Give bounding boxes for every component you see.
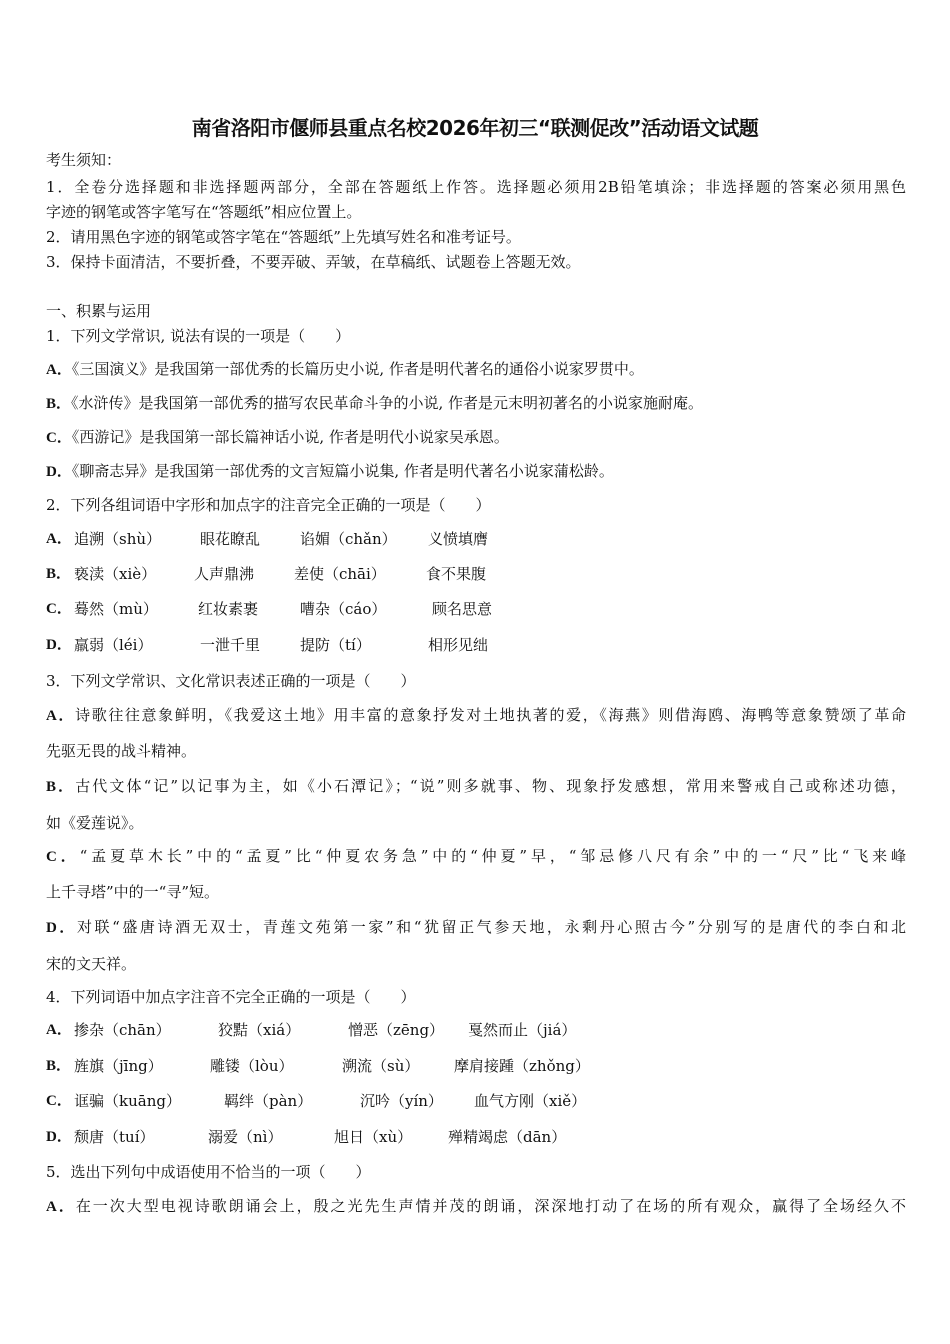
option-text: 《西游记》是我国第一部长篇神话小说, 作者是明代小说家吴承恩。	[71, 428, 509, 446]
word-item: 人声鼎沸	[194, 565, 255, 583]
word-item: 溯流（sù）	[342, 1057, 420, 1075]
word-item: 亵渎（xiè）	[74, 565, 157, 583]
option-continuation: 上千寻塔”中的一“寻”短。	[46, 883, 220, 901]
option-label: A．	[46, 531, 72, 547]
word-item: 羁绊（pàn）	[224, 1092, 313, 1110]
page-title: 南省洛阳市偃师县重点名校2026年初三“联测促改”活动语文试题	[191, 116, 759, 140]
option	[46, 1196, 906, 1217]
option-label: D．	[46, 1129, 72, 1145]
question-stem: 1．下列文学常识, 说法有误的一项是（ ）	[46, 327, 351, 345]
word-item: 义愤填膺	[428, 530, 489, 548]
option	[46, 427, 509, 448]
option-text: 诗歌往往意象鲜明，《我爱这土地》用丰富的意象抒发对土地执著的爱，《海燕》则借海鸥、海鸭等意象赞颂了革命	[75, 706, 906, 724]
word-item: 顾名思意	[432, 600, 493, 618]
word-item: 差使（chāi）	[294, 565, 386, 583]
word-item: 食不果腹	[426, 565, 487, 583]
option-label: D．	[46, 464, 72, 480]
option-text: 对联“盛唐诗酒无双士，青莲文苑第一家”和“犹留正气参天地，永剩丹心照古今”分别写的是唐代的李白和北	[76, 918, 906, 936]
word-item: 羸弱（léi）	[74, 636, 153, 654]
word-item: 雕镂（lòu）	[210, 1057, 294, 1075]
option	[46, 705, 906, 726]
word-item: 旌旗（jīng）	[74, 1057, 163, 1075]
word-item: 血气方刚（xiě）	[474, 1092, 587, 1110]
option-label: C．	[46, 849, 80, 865]
notice-item: 3．保持卡面清洁，不要折叠，不要弄破、弄皱，在草稿纸、试题卷上答题无效。	[46, 253, 581, 271]
question-stem: 4．下列词语中加点字注音不完全正确的一项是（ ）	[46, 988, 416, 1006]
option-text: 《三国演义》是我国第一部优秀的长篇历史小说, 作者是明代著名的通俗小说家罗贯中。	[71, 360, 644, 378]
word-item: 憎恶（zēng）	[348, 1021, 445, 1039]
option-label: B．	[46, 566, 72, 582]
option-text: 《水浒传》是我国第一部优秀的描写农民革命斗争的小说, 作者是元末明初著名的小说家施耐庵。	[71, 394, 704, 412]
option-label: B．	[46, 1058, 72, 1074]
option-label: B．	[46, 779, 76, 795]
word-item: 诓骗（kuāng）	[74, 1092, 181, 1110]
word-item: 追溯（shù）	[74, 530, 162, 548]
option-text: 在一次大型电视诗歌朗诵会上，殷之光先生声情并茂的朗诵，深深地打动了在场的所有观众，赢得了全场经久不	[75, 1197, 906, 1215]
option	[46, 461, 614, 482]
option-label: B．	[46, 396, 72, 412]
word-item: 殚精竭虑（dān）	[448, 1128, 567, 1146]
word-item: 旭日（xù）	[334, 1128, 413, 1146]
option-label: D．	[46, 637, 72, 653]
option-continuation: 如《爱莲说》。	[46, 814, 144, 832]
word-item: 眼花瞭乱	[200, 530, 261, 548]
notice-item: 字迹的钢笔或答字笔写在“答题纸”相应位置上。	[46, 203, 362, 221]
option-label: C．	[46, 1093, 72, 1109]
word-item: 沉吟（yín）	[360, 1092, 443, 1110]
word-item: 一泄千里	[200, 636, 261, 654]
option-continuation: 先驱无畏的战斗精神。	[46, 742, 197, 760]
word-item: 颓唐（tuí）	[74, 1128, 155, 1146]
question-stem: 5．选出下列句中成语使用不恰当的一项（ ）	[46, 1163, 371, 1181]
option-text: 古代文体“记”以记事为主，如《小石潭记》；“说”则多就事、物、现象抒发感想，常用来警戒自己或称述功德，	[75, 777, 906, 795]
option-label: D．	[46, 920, 77, 936]
question-stem: 3．下列文学常识、文化常识表述正确的一项是（ ）	[46, 672, 416, 690]
word-item: 掺杂（chān）	[74, 1021, 171, 1039]
option-label: A．	[46, 1022, 72, 1038]
option-label: A．	[46, 708, 76, 724]
option-text: “孟夏草木长”中的“孟夏”比“仲夏农务急”中的“仲夏”早，“邹忌修八尺有余”中的一“尺”比“飞来峰	[79, 847, 906, 865]
question-stem: 2．下列各组词语中字形和加点字的注音完全正确的一项是（ ）	[46, 496, 491, 514]
word-item: 嘈杂（cáo）	[300, 600, 387, 618]
word-item: 蓦然（mù）	[74, 600, 158, 618]
option	[46, 846, 906, 867]
option-label: A．	[46, 362, 72, 378]
word-item: 摩肩接踵（zhǒng）	[454, 1057, 590, 1075]
section-heading: 一、积累与运用	[46, 302, 152, 320]
word-item: 狡黠（xiá）	[218, 1021, 301, 1039]
word-item: 相形见绌	[428, 636, 489, 654]
word-item: 红妆素裹	[198, 600, 259, 618]
word-item: 溺爱（nì）	[208, 1128, 283, 1146]
option	[46, 776, 906, 797]
word-item: 戛然而止（jiá）	[468, 1021, 577, 1039]
option-label: C．	[46, 601, 72, 617]
option-continuation: 宋的文天祥。	[46, 955, 137, 973]
option	[46, 359, 644, 380]
word-item: 谄媚（chǎn）	[300, 530, 397, 548]
option-label: C．	[46, 430, 72, 446]
option-label: A．	[46, 1199, 76, 1215]
notice-item: 2．请用黑色字迹的钢笔或答字笔在“答题纸”上先填写姓名和准考证号。	[46, 228, 521, 246]
notice-item: 1．全卷分选择题和非选择题两部分，全部在答题纸上作答。选择题必须用2B铅笔填涂；非选择题的答案必须用黑色	[46, 178, 906, 196]
word-item: 提防（tí）	[300, 636, 371, 654]
option	[46, 917, 906, 938]
option-text: 《聊斋志异》是我国第一部优秀的文言短篇小说集, 作者是明代著名小说家蒲松龄。	[71, 462, 614, 480]
notice-heading: 考生须知：	[46, 151, 122, 169]
option	[46, 393, 703, 414]
